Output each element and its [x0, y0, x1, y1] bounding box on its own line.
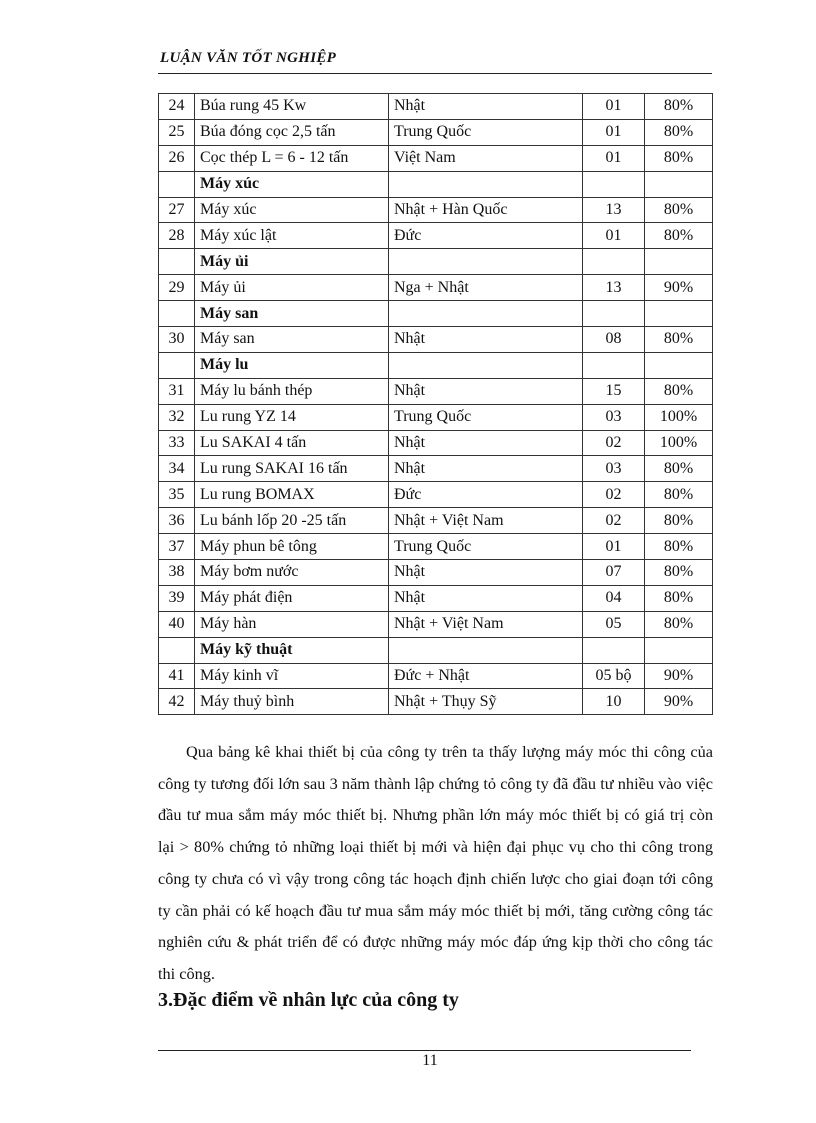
quantity-cell: 10: [583, 689, 645, 715]
equipment-name-cell: Máy phun bê tông: [195, 534, 389, 560]
quantity-cell: [583, 637, 645, 663]
table-row: [159, 456, 713, 482]
header-divider: [158, 73, 712, 74]
remaining-value-cell: [645, 637, 713, 663]
quantity-cell: 15: [583, 378, 645, 404]
origin-cell: Đức: [389, 223, 583, 249]
table-row: [159, 611, 713, 637]
quantity-cell: 08: [583, 327, 645, 353]
remaining-value-cell: 80%: [645, 482, 713, 508]
equipment-name-cell: Lu rung SAKAI 16 tấn: [195, 456, 389, 482]
quantity-cell: 02: [583, 482, 645, 508]
row-number-cell: 39: [159, 585, 195, 611]
origin-cell: Trung Quốc: [389, 119, 583, 145]
origin-cell: Nhật + Việt Nam: [389, 508, 583, 534]
quantity-cell: 13: [583, 275, 645, 301]
row-number-cell: [159, 249, 195, 275]
row-number-cell: 29: [159, 275, 195, 301]
origin-cell: [389, 637, 583, 663]
quantity-cell: 03: [583, 404, 645, 430]
row-number-cell: 34: [159, 456, 195, 482]
table-row: [159, 560, 713, 586]
origin-cell: Nhật: [389, 327, 583, 353]
origin-cell: [389, 301, 583, 327]
equipment-name-cell: Búa rung 45 Kw: [195, 94, 389, 120]
table-row: [159, 404, 713, 430]
origin-cell: Đức + Nhật: [389, 663, 583, 689]
row-number-cell: 35: [159, 482, 195, 508]
quantity-cell: 02: [583, 430, 645, 456]
quantity-cell: 13: [583, 197, 645, 223]
origin-cell: Nhật: [389, 378, 583, 404]
remaining-value-cell: [645, 352, 713, 378]
table-row: [159, 223, 713, 249]
origin-cell: Nhật + Thụy Sỹ: [389, 689, 583, 715]
remaining-value-cell: 80%: [645, 197, 713, 223]
table-row: [159, 145, 713, 171]
remaining-value-cell: 80%: [645, 119, 713, 145]
equipment-name-cell: Máy xúc: [195, 171, 389, 197]
origin-cell: Nhật + Hàn Quốc: [389, 197, 583, 223]
table-row: [159, 482, 713, 508]
quantity-cell: 03: [583, 456, 645, 482]
table-group-row: [159, 637, 713, 663]
quantity-cell: [583, 249, 645, 275]
equipment-name-cell: Máy ủi: [195, 275, 389, 301]
row-number-cell: 37: [159, 534, 195, 560]
equipment-name-cell: Máy hàn: [195, 611, 389, 637]
remaining-value-cell: 80%: [645, 94, 713, 120]
row-number-cell: 25: [159, 119, 195, 145]
body-paragraph: Qua bảng kê khai thiết bị của công ty trên ta thấy lượng máy móc thi công của công ty tương đối lớn sau 3 năm thành lập chứng tỏ công ty đã đầu tư nhiều vào việc đầu tư mua sắm máy móc thiết bị. Nhưng phần lớn máy móc thiết bị có giá trị còn lại > 80% chứng tỏ những loại thiết bị mới và hiện đại phục vụ cho thi công trong công ty chưa có vì vậy trong công tác hoạch định chiến lược cho giai đoạn tới công ty cần phải có kế hoạch đầu tư mua sắm máy móc thiết bị mới, tăng cường công tác nghiên cứu & phát triển để có được những máy móc đáp ứng kịp thời cho công tác thi công.: [158, 742, 713, 983]
table-row: [159, 119, 713, 145]
equipment-name-cell: Máy lu bánh thép: [195, 378, 389, 404]
equipment-name-cell: Máy xúc: [195, 197, 389, 223]
origin-cell: [389, 249, 583, 275]
remaining-value-cell: 80%: [645, 534, 713, 560]
footer-divider: [158, 1050, 691, 1051]
quantity-cell: 01: [583, 223, 645, 249]
table-row: [159, 327, 713, 353]
row-number-cell: 38: [159, 560, 195, 586]
quantity-cell: 02: [583, 508, 645, 534]
row-number-cell: 42: [159, 689, 195, 715]
origin-cell: Nhật: [389, 94, 583, 120]
equipment-name-cell: Máy bơm nước: [195, 560, 389, 586]
quantity-cell: 04: [583, 585, 645, 611]
quantity-cell: 01: [583, 94, 645, 120]
origin-cell: Trung Quốc: [389, 534, 583, 560]
equipment-name-cell: Máy ủi: [195, 249, 389, 275]
equipment-name-cell: Máy san: [195, 301, 389, 327]
quantity-cell: [583, 301, 645, 327]
origin-cell: Trung Quốc: [389, 404, 583, 430]
row-number-cell: [159, 171, 195, 197]
origin-cell: Nhật: [389, 560, 583, 586]
row-number-cell: 30: [159, 327, 195, 353]
remaining-value-cell: 80%: [645, 378, 713, 404]
row-number-cell: [159, 301, 195, 327]
row-number-cell: 41: [159, 663, 195, 689]
table-group-row: [159, 352, 713, 378]
equipment-name-cell: Máy kinh vĩ: [195, 663, 389, 689]
origin-cell: Nga + Nhật: [389, 275, 583, 301]
remaining-value-cell: 100%: [645, 430, 713, 456]
equipment-name-cell: Máy thuỷ bình: [195, 689, 389, 715]
equipment-name-cell: Búa đóng cọc 2,5 tấn: [195, 119, 389, 145]
origin-cell: Nhật: [389, 585, 583, 611]
quantity-cell: 01: [583, 534, 645, 560]
equipment-name-cell: Lu rung YZ 14: [195, 404, 389, 430]
quantity-cell: 01: [583, 145, 645, 171]
table-row: [159, 663, 713, 689]
table-row: [159, 689, 713, 715]
quantity-cell: 05: [583, 611, 645, 637]
quantity-cell: 05 bộ: [583, 663, 645, 689]
remaining-value-cell: 80%: [645, 145, 713, 171]
remaining-value-cell: 80%: [645, 560, 713, 586]
equipment-name-cell: Lu bánh lốp 20 -25 tấn: [195, 508, 389, 534]
row-number-cell: 36: [159, 508, 195, 534]
table-group-row: [159, 171, 713, 197]
row-number-cell: 32: [159, 404, 195, 430]
origin-cell: [389, 352, 583, 378]
table-row: [159, 275, 713, 301]
table-row: [159, 534, 713, 560]
remaining-value-cell: 90%: [645, 663, 713, 689]
remaining-value-cell: 90%: [645, 689, 713, 715]
equipment-name-cell: Cọc thép L = 6 - 12 tấn: [195, 145, 389, 171]
equipment-name-cell: Máy phát điện: [195, 585, 389, 611]
running-header-title: LUẬN VĂN TỐT NGHIỆP: [160, 50, 337, 66]
table-group-row: [159, 249, 713, 275]
remaining-value-cell: 80%: [645, 611, 713, 637]
table-row: [159, 585, 713, 611]
row-number-cell: 31: [159, 378, 195, 404]
equipment-name-cell: Lu SAKAI 4 tấn: [195, 430, 389, 456]
section-heading: 3.Đặc điểm về nhân lực của công ty: [158, 989, 459, 1011]
origin-cell: Nhật: [389, 456, 583, 482]
equipment-name-cell: Máy san: [195, 327, 389, 353]
remaining-value-cell: 80%: [645, 223, 713, 249]
row-number-cell: [159, 352, 195, 378]
equipment-table-body: [159, 94, 713, 715]
quantity-cell: [583, 171, 645, 197]
row-number-cell: 24: [159, 94, 195, 120]
remaining-value-cell: 80%: [645, 327, 713, 353]
table-row: [159, 378, 713, 404]
equipment-name-cell: Máy xúc lật: [195, 223, 389, 249]
equipment-name-cell: Máy lu: [195, 352, 389, 378]
remaining-value-cell: [645, 171, 713, 197]
remaining-value-cell: 80%: [645, 585, 713, 611]
table-row: [159, 430, 713, 456]
row-number-cell: 28: [159, 223, 195, 249]
remaining-value-cell: 90%: [645, 275, 713, 301]
origin-cell: [389, 171, 583, 197]
table-row: [159, 197, 713, 223]
remaining-value-cell: [645, 249, 713, 275]
row-number-cell: 27: [159, 197, 195, 223]
remaining-value-cell: 100%: [645, 404, 713, 430]
quantity-cell: [583, 352, 645, 378]
equipment-table: [158, 93, 713, 715]
equipment-name-cell: Lu rung BOMAX: [195, 482, 389, 508]
remaining-value-cell: 80%: [645, 508, 713, 534]
row-number-cell: 26: [159, 145, 195, 171]
origin-cell: Nhật + Việt Nam: [389, 611, 583, 637]
remaining-value-cell: 80%: [645, 456, 713, 482]
quantity-cell: 07: [583, 560, 645, 586]
page-number: 11: [422, 1052, 438, 1069]
origin-cell: Đức: [389, 482, 583, 508]
remaining-value-cell: [645, 301, 713, 327]
table-row: [159, 508, 713, 534]
equipment-name-cell: Máy kỹ thuật: [195, 637, 389, 663]
row-number-cell: 33: [159, 430, 195, 456]
origin-cell: Việt Nam: [389, 145, 583, 171]
row-number-cell: [159, 637, 195, 663]
table-row: [159, 94, 713, 120]
quantity-cell: 01: [583, 119, 645, 145]
row-number-cell: 40: [159, 611, 195, 637]
table-group-row: [159, 301, 713, 327]
origin-cell: Nhật: [389, 430, 583, 456]
